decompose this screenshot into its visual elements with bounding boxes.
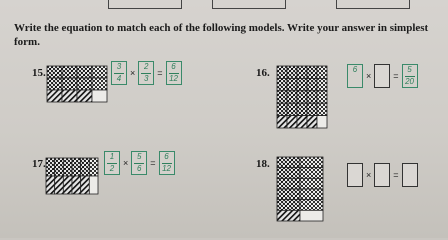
model-cell-shading (300, 178, 323, 189)
model-cell-shading (47, 66, 62, 78)
model-cell-shading (46, 158, 55, 176)
equals-sign: = (393, 71, 399, 81)
area-model-17 (46, 158, 98, 194)
model-cell (47, 90, 62, 102)
model-cell-shading (287, 91, 297, 103)
model-cell-shading (89, 158, 98, 176)
model-cell-shading (72, 158, 81, 176)
fraction-box[interactable]: $\frac{5}{6}$ (131, 151, 147, 175)
model-cell-shading (63, 158, 72, 176)
model-cell-shading (307, 78, 317, 90)
equals-sign: = (157, 68, 163, 78)
area-model-16 (277, 66, 327, 128)
model-cell-shading (62, 78, 77, 90)
model-cell-shading (300, 168, 323, 179)
model-cell-shading (300, 200, 323, 211)
model-cell-shading (287, 103, 297, 115)
model-cell (277, 116, 287, 128)
model-cell-shading (300, 189, 323, 200)
area-model-18 (277, 157, 323, 221)
model-cell-shading (317, 66, 327, 78)
model-cell-shading (77, 66, 92, 78)
model-cell-shading (317, 78, 327, 90)
equation-17 (104, 151, 175, 175)
model-cell-shading (287, 66, 297, 78)
problem-number: 17. (32, 158, 46, 170)
model-cell-shading (277, 168, 300, 179)
equation-16 (347, 64, 418, 88)
fraction-box[interactable] (347, 163, 363, 187)
model-cell (300, 210, 323, 221)
instructions-text: Write the equation to match each of the following models. Write your answer in simplest form. (14, 22, 429, 48)
model-cell (89, 176, 98, 194)
model-cell-shading (47, 78, 62, 90)
answer-box[interactable]: $\frac{5}{20}$ (402, 64, 418, 88)
answer-box[interactable]: $\frac{6}{12}$ (159, 151, 175, 175)
equation-18 (347, 163, 418, 187)
equals-sign: = (150, 158, 156, 168)
fraction-box[interactable]: $\frac{2}{3}$ (138, 61, 154, 85)
model-cell-shading (297, 103, 307, 115)
model-cell (62, 90, 77, 102)
model-cell-shading (277, 103, 287, 115)
model-cell-shading (277, 78, 287, 90)
model-cell (317, 116, 327, 128)
model-cell (277, 210, 300, 221)
model-cell-shading (317, 91, 327, 103)
previous-answer-box (212, 0, 286, 9)
model-cell-shading (287, 78, 297, 90)
previous-answer-box (108, 0, 182, 9)
model-cell (81, 176, 90, 194)
fraction-box[interactable]: $\frac{3}{4}$ (111, 61, 127, 85)
model-cell (77, 90, 92, 102)
model-cell (46, 176, 55, 194)
fraction-box[interactable]: $\frac{1}{2}$ (104, 151, 120, 175)
model-cell-shading (307, 103, 317, 115)
model-cell-shading (77, 78, 92, 90)
equals-sign: = (393, 170, 399, 180)
model-cell-shading (297, 66, 307, 78)
problem-number: 16. (256, 67, 270, 79)
model-cell (307, 116, 317, 128)
model-cell (63, 176, 72, 194)
model-cell-shading (92, 78, 107, 90)
model-cell-shading (277, 157, 300, 168)
fraction-box[interactable] (374, 64, 390, 88)
model-cell-shading (300, 157, 323, 168)
model-cell-shading (277, 200, 300, 211)
equation-15 (111, 61, 182, 85)
area-model-15 (47, 66, 107, 102)
times-sign: × (366, 71, 372, 81)
model-cell-shading (62, 66, 77, 78)
model-cell-shading (81, 158, 90, 176)
model-cell-shading (92, 66, 107, 78)
model-cell (297, 116, 307, 128)
model-cell-shading (317, 103, 327, 115)
problem-number: 15. (32, 67, 46, 79)
model-cell-shading (55, 158, 64, 176)
model-cell (55, 176, 64, 194)
model-cell (287, 116, 297, 128)
answer-box[interactable]: $\frac{6}{12}$ (166, 61, 182, 85)
fraction-box[interactable]: 6 (347, 64, 363, 88)
answer-box[interactable] (402, 163, 418, 187)
model-cell-shading (307, 66, 317, 78)
model-cell-shading (277, 66, 287, 78)
model-cell-shading (307, 91, 317, 103)
model-cell-shading (297, 91, 307, 103)
model-cell (92, 90, 107, 102)
problem-number: 18. (256, 158, 270, 170)
model-cell (72, 176, 81, 194)
times-sign: × (366, 170, 372, 180)
model-cell-shading (277, 91, 287, 103)
model-cell-shading (277, 178, 300, 189)
fraction-box[interactable] (374, 163, 390, 187)
times-sign: × (123, 158, 129, 168)
model-cell-shading (277, 189, 300, 200)
previous-answer-box (336, 0, 410, 9)
model-cell-shading (297, 78, 307, 90)
times-sign: × (130, 68, 136, 78)
